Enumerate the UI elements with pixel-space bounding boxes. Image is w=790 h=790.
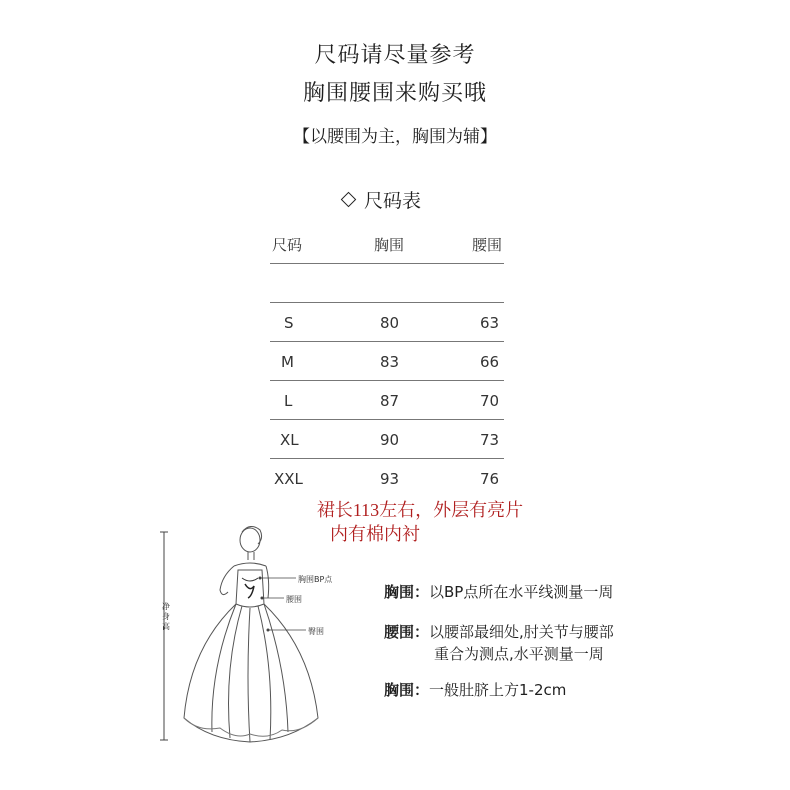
note-label: 胸围： [384,681,430,699]
column-header-waist: 腰围 [472,236,503,254]
dress-length-note: 裙长113左右，外层有亮片 [316,500,524,520]
hip-label: 臀围 [308,627,324,636]
height-dimension-line [160,532,168,740]
header-line-2: 胸围腰围来购买哦 [302,81,487,106]
lining-note: 内有棉内衬 [330,524,420,544]
table-rule [270,380,504,381]
table-rule [270,458,504,459]
cell-waist: 76 [480,470,500,488]
cell-bust: 87 [380,392,400,410]
column-header-bust: 胸围 [374,236,405,254]
cell-size: XL [280,431,299,449]
cell-bust: 93 [380,470,400,488]
column-header-size: 尺码 [272,236,303,254]
note-label: 胸围： [384,583,430,601]
table-rule [270,302,504,303]
header-note: 【以腰围为主，胸围为辅】 [293,127,497,147]
cell-waist: 70 [480,392,500,410]
table-rule [270,419,504,420]
cell-size: L [284,392,293,410]
cell-bust: 90 [380,431,400,449]
height-label: 净身高 [162,602,170,631]
note-text: 一般肚脐上方1-2cm [429,681,567,699]
cell-size: XXL [274,470,303,488]
size-table [270,226,504,496]
note-text: 以BP点所在水平线测量一周 [429,583,614,601]
waist-measure-note [384,622,614,642]
table-rule [270,263,504,264]
note-label: 腰围： [384,623,430,641]
cell-size: S [284,314,294,332]
cell-waist: 66 [480,353,500,371]
cell-waist: 73 [480,431,500,449]
cell-size: M [281,353,294,371]
cell-waist: 63 [480,314,500,332]
waist-label: 腰围 [286,595,302,604]
header-line-1: 尺码请尽量参考 [314,43,476,68]
cell-bust: 83 [380,353,400,371]
cell-bust: 80 [380,314,400,332]
table-rule [270,341,504,342]
belly-measure-note [384,680,566,700]
bust-bp-label: 胸围BP点 [298,575,333,584]
waist-measure-note-line2: 重合为测点,水平测量一周 [434,645,604,663]
dress-figure-illustration [150,518,380,758]
diamond-icon [341,192,357,208]
size-table-title-text: 尺码表 [364,190,422,212]
bust-measure-note [384,582,613,602]
size-table-title [343,186,421,213]
note-text: 以腰部最细处,肘关节与腰部 [429,623,614,641]
